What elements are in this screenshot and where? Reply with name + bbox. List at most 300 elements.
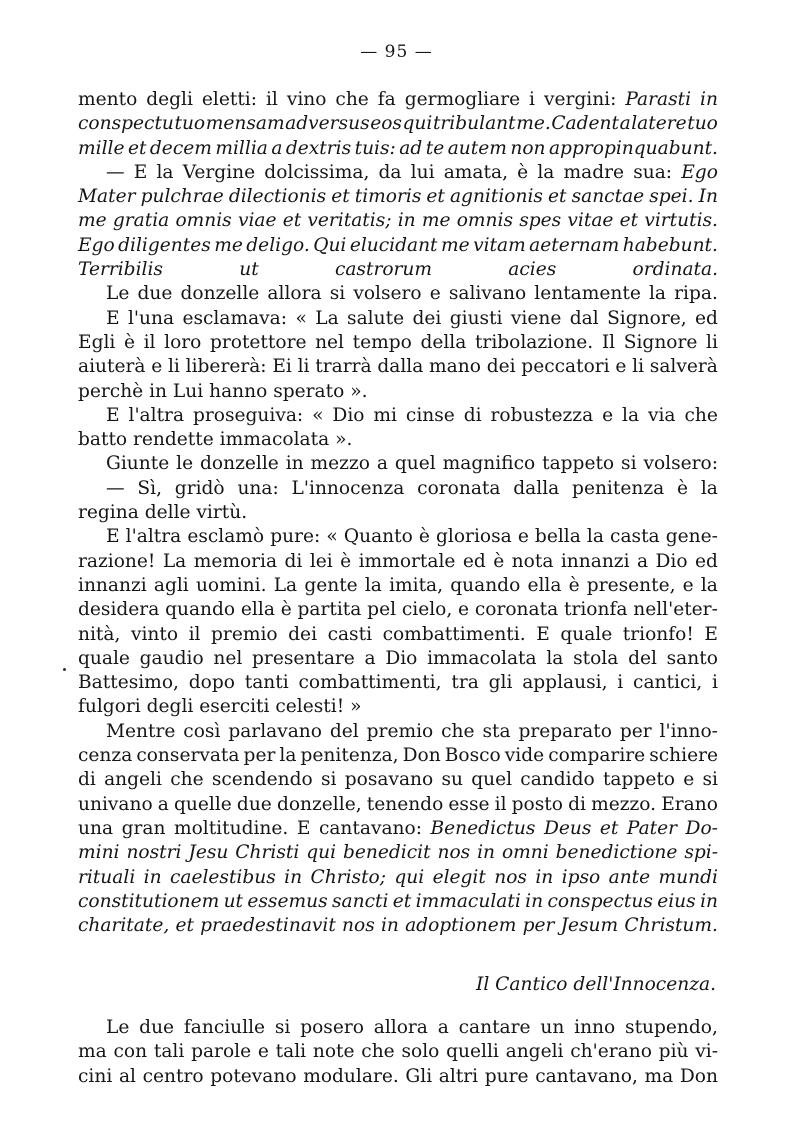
word: dal [569,307,599,329]
latin-word: qui [394,866,425,888]
text-line [78,768,718,792]
word: santo [666,647,718,669]
word: ed [695,307,718,329]
word: del [329,720,359,742]
word: tali [153,1041,185,1063]
word: Giunte [106,453,170,475]
word: dalla [513,477,560,499]
word: tempo [352,331,412,353]
latin-word: spei. [649,186,694,208]
word: la [546,647,564,669]
word: è [340,550,352,572]
line-text: fulgori degli eserciti celesti! » [78,696,362,718]
latin-word: et [127,137,147,159]
latin-word: benedicit [342,842,431,864]
latin-word: in [700,89,718,110]
word: Battesimo, [78,672,179,694]
word: ripa. [674,283,718,305]
word: i [712,672,718,694]
word: fanciulle [183,1017,266,1038]
word: cantavano: [318,817,422,839]
word: la [279,745,297,767]
word: premio [211,623,278,645]
word: nel [315,331,345,353]
word: la [700,477,718,499]
word: proseguiva: [192,404,304,426]
latin-word: gratia [112,210,170,232]
word: un [540,1017,565,1038]
word: a [157,793,169,815]
word: altri [438,1065,479,1087]
latin-word: virtutis. [644,210,718,232]
word: « [312,404,324,426]
latin-word: Ego [681,161,718,183]
word: candido [520,769,595,791]
word: tenendo [366,793,444,815]
latin-word: in [700,890,718,912]
word: La [273,574,298,596]
latin-word: et [619,210,639,232]
latin-word: et [331,186,350,208]
word: salivano [448,283,527,305]
latin-word: non [510,137,546,159]
text-line [78,355,718,379]
word: in [285,453,304,475]
word: gene- [665,526,718,548]
text-line [78,307,718,331]
text-line [78,890,718,914]
word: coronata [474,599,559,621]
line-text: perchè in Lui hanno sperato ». [78,380,368,402]
word: L'innocenza [291,477,405,499]
latin-word: qui [306,842,337,864]
word: magnifico [442,453,536,475]
text-line [78,477,718,501]
latin-word: latere [631,113,687,135]
word: mezzo [310,453,370,475]
word: conservata [136,745,240,767]
text-line [78,744,718,768]
word: Dio [332,404,365,426]
word: immacolata [427,647,537,669]
word: su [441,769,463,791]
text-line [78,209,718,233]
word: Gli [405,1065,433,1087]
word: si [621,453,637,475]
word: è [677,477,689,499]
latin-word: et [599,817,619,839]
latin-word: me [421,210,451,232]
text-line [78,331,718,355]
latin-word: aeternam [529,234,620,256]
word: nell'eter- [633,599,718,621]
word: amata, [443,161,508,183]
word: E [106,404,120,426]
word: due [139,1017,175,1038]
word: salute [347,307,405,329]
word: « [295,307,307,329]
word: casta [610,526,660,548]
word: quale [78,647,130,669]
word: che [361,1041,395,1063]
latin-word: et [426,186,445,208]
latin-word: nos [494,866,527,888]
word: Don [402,745,441,767]
latin-word: Qui [313,234,347,256]
word: — [106,161,125,183]
word: modulare. [303,1065,399,1087]
word: lei [309,550,333,572]
latin-word: me [440,234,470,256]
word: per [619,720,652,742]
word: tra [451,672,479,694]
latin-word: dilectionis [228,186,327,208]
word: fa [377,89,396,110]
word: la [586,526,604,548]
word: — [106,477,125,499]
latin-word: vitam [473,234,526,256]
latin-word: me [78,210,107,232]
word: tribolazione. [474,331,594,353]
latin-word: agnitionis [449,186,543,208]
word: ed [462,550,486,572]
text-line [78,258,718,282]
latin-word: ordinata. [632,259,718,281]
text-line [78,914,718,938]
latin-word: appropinquabunt. [548,137,718,159]
word: cinse [405,404,455,426]
word: viene [510,307,562,329]
word: nel [213,647,243,669]
word: di [568,793,586,815]
word: il [143,331,156,353]
word: via [647,404,676,426]
word: si [702,769,718,791]
latin-word: me [214,234,243,256]
text-line [78,1040,718,1064]
word: una: [237,477,279,499]
latin-word: essemus [247,890,328,912]
word: esse [448,793,490,815]
latin-word: ante [608,866,651,888]
latin-word: Deus [543,817,592,839]
text-line [78,525,718,549]
word: di [284,550,303,572]
word: una [78,817,114,839]
word: schiere [649,745,718,767]
word: gloriosa [436,526,512,548]
word: potevano [210,1065,297,1087]
text-line [78,671,718,695]
word: immortale [358,550,456,572]
latin-word: decem [149,137,212,159]
word: gente [304,574,358,596]
word: le [176,453,194,475]
word: gaudio [139,647,204,669]
latin-word: Do- [685,817,718,839]
word: e [257,1041,269,1063]
word: giusti [449,307,503,329]
latin-word: Cadent [551,113,619,135]
word: volsero: [643,453,718,475]
word: vergini: [543,89,617,110]
word: del [628,647,657,669]
word: Sì, [137,477,162,499]
word: che [170,769,204,791]
latin-word: Jesu [188,842,229,864]
word: esclamava: [182,307,288,329]
word: sta [482,720,511,742]
latin-word: omnis [175,210,232,232]
word: allora [267,283,322,305]
word: i [529,89,535,110]
word: Bosco [444,745,501,767]
word: si [321,769,337,791]
word: cantavano, [535,1065,638,1087]
word: premio [366,720,434,742]
text-line [78,647,718,671]
word: trionfo! [622,623,694,645]
word: trionfa [563,599,628,621]
word: la [156,161,174,183]
word: Don [679,1065,718,1087]
word: penitenza, [300,745,399,767]
word: parlavano [228,720,322,742]
word: La [315,307,339,329]
word: quelle [174,793,232,815]
text-line [78,793,718,817]
word: combattimenti, [298,672,442,694]
word: la [537,161,555,183]
word: Dio [385,647,418,669]
word: si [274,1017,291,1038]
word: si [329,283,346,305]
word: comparire [548,745,646,767]
word: tappeto [602,769,675,791]
word: vinto [130,623,179,645]
word: la [364,574,382,596]
word: lui [410,161,435,183]
word: li [706,331,718,353]
word: quale [560,623,613,645]
word: di [78,769,96,791]
word: quando [165,599,236,621]
line-text: regina delle virtù. [78,502,248,524]
word: stola [573,647,619,669]
latin-word: charitate, [78,915,170,937]
text-line [78,137,718,161]
word: E [106,526,120,548]
word: con [113,1041,148,1063]
word: la [622,404,640,426]
latin-word: autem [447,137,507,159]
latin-word: elucidant [349,234,438,256]
word: Egli [78,331,116,353]
latin-word: adoptionem [405,915,517,937]
word: germogliare [404,89,521,110]
word: la [700,574,718,596]
word: scendendo [211,769,313,791]
word: è [280,599,292,621]
word: tanti [244,672,289,694]
word: agli [153,574,189,596]
latin-word: ad [399,137,423,159]
word: tappeto [542,453,615,475]
word: ma [78,1041,107,1063]
text-line [78,404,718,428]
latin-word: benedictione [555,842,678,864]
word: cielo, [401,599,453,621]
text-line [78,161,718,185]
word: angeli [505,1041,564,1063]
latin-word: nos [437,842,471,864]
text-line [78,1065,718,1089]
word: univano [78,793,153,815]
word: Vergine [182,161,256,183]
word: mento [78,89,138,110]
word: gli [488,672,513,694]
word: bella [534,526,581,548]
word: presentare [252,647,355,669]
word: pure: [270,526,321,548]
word: più [658,1041,689,1063]
latin-word: et [175,915,194,937]
word: l'inno- [659,720,718,742]
latin-word: Parasti [625,89,692,110]
word: dalla [377,356,424,378]
word: donzelle, [276,793,362,815]
word: così [183,720,221,742]
latin-word: per [522,915,555,937]
word: quel [471,769,513,791]
text-line [78,452,718,476]
word: La [162,550,187,572]
latin-word: vitae [567,210,614,232]
word: li [632,356,645,378]
latin-word: omnis [456,210,513,232]
latin-word: veritatis; [307,210,392,232]
latin-word: te [425,137,445,159]
text-line [78,574,718,598]
word: combattimenti. [382,623,526,645]
word: posero [300,1017,364,1038]
latin-word: spes [519,210,562,232]
word: trarrà [315,356,372,378]
latin-word: tuis: [354,137,396,159]
main-text-block [78,88,718,938]
word: da [378,161,402,183]
word: e [683,769,695,791]
latin-word: in [284,866,303,888]
word: presente, [586,574,676,596]
word: peccatori [521,356,610,378]
word: è [493,550,505,572]
word: i [617,672,624,694]
word: razione! [78,550,156,572]
latin-word: praedestinavit [200,915,336,937]
latin-word: conspectu [78,113,174,135]
word: cenza [78,745,133,767]
word: e [429,283,441,305]
word: innanzi [560,550,630,572]
word: allora [373,1017,428,1038]
word: pel [367,599,397,621]
word: eletti: [201,89,258,110]
word: casti [327,623,373,645]
latin-word: qui [402,113,433,135]
word: quando [450,574,521,596]
word: posavano [344,769,434,791]
latin-word: mundi [658,866,718,888]
latin-word: in [397,210,416,232]
latin-word: in [535,866,554,888]
text-line [78,841,718,865]
text-line [78,817,718,841]
word: centro [142,1065,204,1087]
latin-word: mensam [205,113,285,135]
word: gran [121,817,166,839]
latin-word: In [698,186,718,208]
latin-word: et [548,186,567,208]
latin-word: sancti [332,890,389,912]
text-line [78,428,718,452]
word: dopo [188,672,235,694]
word: E [704,623,718,645]
latin-word: deligo. [246,234,310,256]
word: e [517,526,529,548]
text-line [78,234,718,258]
text-line [78,866,718,890]
word: sua: [633,161,673,183]
word: stupendo, [625,1017,718,1038]
latin-word: Christi [235,842,300,864]
latin-word: Terribilis [78,259,163,281]
word: a [376,453,388,475]
latin-word: mini [78,842,120,864]
text-line [78,185,718,209]
word: dolcissima, [264,161,370,183]
word: a [636,550,649,572]
word: applausi, [522,672,608,694]
word: Erano [661,793,718,815]
latin-word: diligentes [118,234,211,256]
word: parole [191,1041,252,1063]
latin-word: Benedictus [430,817,536,839]
word: dei [412,307,442,329]
latin-word: millia [215,137,268,159]
latin-word: a [271,137,283,159]
word: a [364,647,376,669]
latin-word: tuo [174,113,206,135]
word: cantare [458,1017,531,1038]
word: « [326,526,338,548]
margin-mark [63,668,66,671]
word: quelli [446,1041,499,1063]
line-text: batto rendette immacolata ». [78,429,353,451]
word: note [312,1041,355,1063]
word: Le [106,283,130,305]
latin-word: in [525,890,544,912]
word: li [167,356,180,378]
word: e [682,574,694,596]
word: dei [486,356,516,378]
latin-word: tuo [687,113,718,135]
word: coronata [417,477,501,499]
word: Le [106,1017,130,1038]
latin-word: viae [237,210,277,232]
word: loro [164,331,202,353]
latin-word: omni [501,842,549,864]
